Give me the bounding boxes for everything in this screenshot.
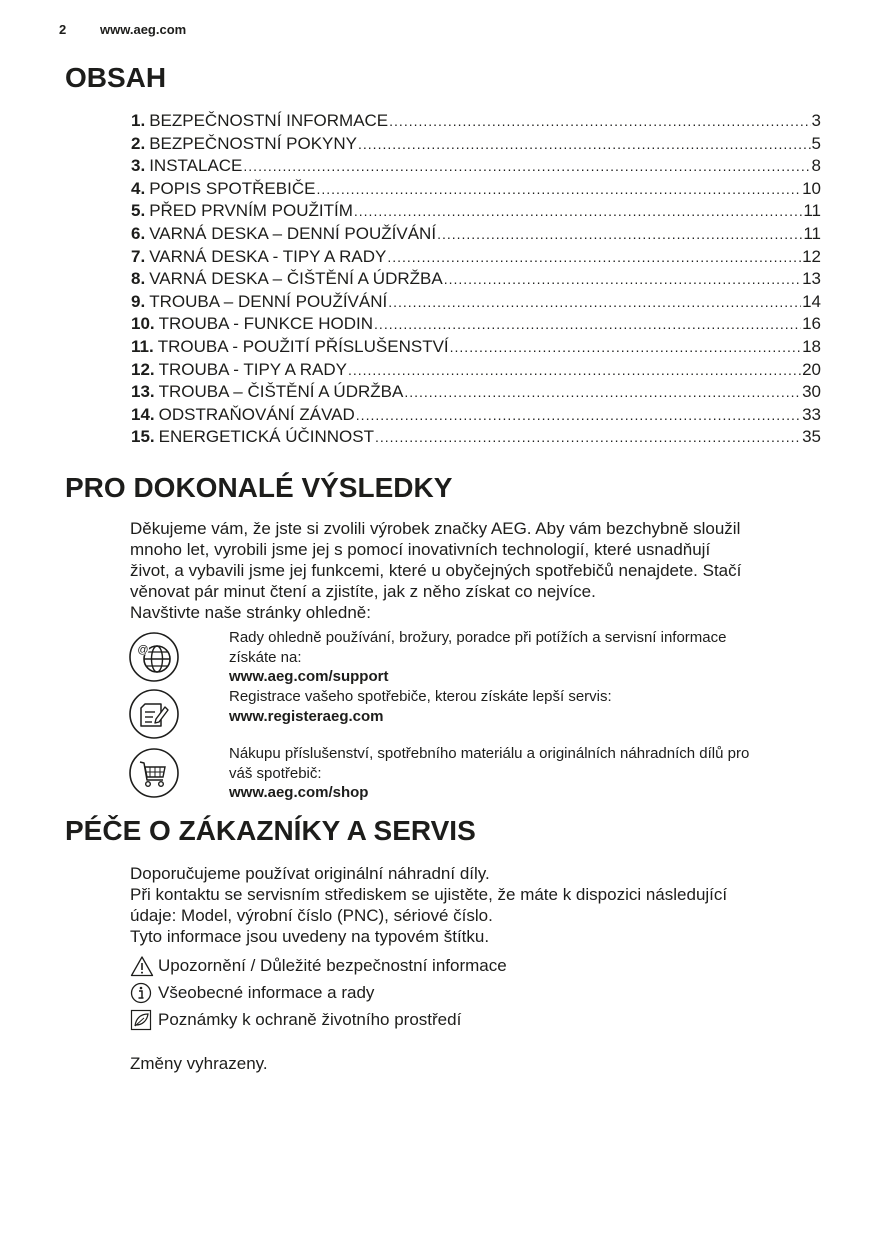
toc-entry-page: 30 [802,382,821,402]
toc-entry[interactable] [131,382,821,405]
toc-entry[interactable] [131,405,821,428]
legend-label: Poznámky k ochraně životního prostředí [158,1009,462,1029]
toc-entry-page: 11 [803,201,821,221]
toc-entry-label: VARNÁ DESKA - TIPY A RADY [149,246,387,266]
toc-entry-label: BEZPEČNOSTNÍ POKYNY [149,133,358,153]
toc-entry-page: 10 [802,178,821,198]
toc-leader-dots [388,294,801,310]
toc-entry[interactable] [131,224,821,247]
page-header [59,22,186,37]
toc-entry[interactable] [131,179,821,202]
link-description: Rady ohledně používání, brožury, poradce při potížích a servisní informace [229,629,727,646]
toc-entry-number: 2. [131,133,146,153]
toc-entry-label: TROUBA – ČIŠTĚNÍ A ÚDRŽBA [158,382,404,402]
toc-entry-label: VARNÁ DESKA – ČIŠTĚNÍ A ÚDRŽBA [149,269,443,289]
toc-entry-number: 9. [131,291,146,311]
toc-entry[interactable] [131,337,821,360]
toc-entry-label: VARNÁ DESKA – DENNÍ POUŽÍVÁNÍ [149,223,437,243]
toc-entry[interactable] [131,292,821,315]
service-line: Doporučujeme používat originální náhradní díly. [130,864,490,883]
toc-entry-label: TROUBA – DENNÍ POUŽÍVÁNÍ [149,291,388,311]
toc-entry-number: 7. [131,246,146,266]
toc-entry[interactable] [131,314,821,337]
toc-entry-page: 14 [802,291,821,311]
intro-line: věnovat pár minut čtení a zjistíte, jak z něho získat co nejvíce. [130,582,596,601]
toc-entry-number: 6. [131,223,146,243]
site-url[interactable]: www.aeg.com [100,22,187,37]
toc-entry-label: INSTALACE [149,156,243,176]
toc-entry-label: BEZPEČNOSTNÍ INFORMACE [149,111,389,130]
toc-entry-number: 11. [131,336,154,356]
toc-title: OBSAH [65,62,167,93]
toc-entry-number: 4. [131,178,146,198]
toc-leader-dots [356,407,801,423]
legend-item [130,979,507,1006]
legend-item [130,952,507,979]
intro-line: život, a vybavili jsme jej funkcemi, které u obyčejných spotřebičů nenajdete. Stačí [130,561,742,580]
toc-entry-page: 18 [802,336,821,356]
toc-entry-label: ODSTRAŇOVÁNÍ ZÁVAD [158,404,355,424]
service-line: Při kontaktu se servisním střediskem se ujistěte, že máte k dispozici následující [130,885,728,904]
toc-entry[interactable] [131,269,821,292]
toc-entry[interactable] [131,134,821,157]
toc-entry-page: 5 [811,133,821,153]
toc-leader-dots [374,316,801,332]
toc-entry-page: 20 [802,359,821,379]
toc-leader-dots [387,249,801,265]
toc-entry-label: ENERGETICKÁ ÚČINNOST [158,427,374,447]
toc-entry-number: 8. [131,269,146,289]
results-intro [130,518,830,623]
toc-entry-page: 11 [803,223,821,243]
link-description: váš spotřebič: [229,764,322,782]
legend-label: Upozornění / Důležité bezpečnostní informace [158,955,507,975]
support-url-link[interactable]: www.aeg.com/support [229,668,389,685]
toc-entry-page: 3 [811,111,821,130]
link-description: získáte na: [229,648,302,666]
environment-leaf-icon [130,1009,154,1031]
toc-leader-dots [437,226,802,242]
toc-entry[interactable] [131,156,821,179]
toc-entry-number: 13. [131,382,155,402]
toc-entry-number: 12. [131,359,155,379]
toc-entry-page: 33 [802,404,821,424]
link-description: Registrace vašeho spotřebiče, kterou získáte lepší servis: [229,688,612,705]
toc-leader-dots [404,384,801,400]
legend-label: Všeobecné informace a rady [158,982,375,1002]
toc-entry-label: PŘED PRVNÍM POUŽITÍM [149,201,353,221]
toc-entry-page: 35 [802,427,821,447]
toc-leader-dots [389,113,810,129]
legend-item [130,1006,507,1033]
intro-line: mnoho let, vyrobili jsme jej s pomocí inovativních technologií, které usnadňují [130,540,711,559]
info-circle-icon [130,982,154,1004]
toc-leader-dots [444,271,801,287]
page-number: 2 [59,22,67,37]
service-line: údaje: Model, výrobní číslo (PNC), sériové číslo. [130,906,493,925]
toc-leader-dots [243,158,810,174]
toc-entry-label: TROUBA - FUNKCE HODIN [158,314,374,334]
toc-entry-label: TROUBA - TIPY A RADY [158,359,347,379]
toc-entry-number: 15. [131,427,155,447]
globe-at-icon [128,631,180,683]
results-title: PRO DOKONALÉ VÝSLEDKY [65,472,453,503]
toc-entry-page: 12 [802,246,821,266]
toc-leader-dots [354,203,802,219]
toc-leader-dots [316,181,801,197]
toc-entry-number: 14. [131,404,155,424]
intro-line: Děkujeme vám, že jste si zvolili výrobek značky AEG. Aby vám bezchybně sloužil [130,519,741,538]
toc-entry-page: 8 [811,156,821,176]
toc-entry-number: 5. [131,201,146,221]
warning-triangle-icon [130,955,154,977]
toc-entry[interactable] [131,111,821,134]
toc-entry-page: 13 [802,269,821,289]
intro-line: Navštivte naše stránky ohledně: [130,603,371,622]
changes-reserved-note: Změny vyhrazeny. [130,1054,268,1073]
link-description: Nákupu příslušenství, spotřebního materiálu a originálních náhradních dílů pro [229,745,750,762]
toc-entry-label: TROUBA - POUŽITÍ PŘÍSLUŠENSTVÍ [157,336,449,356]
toc-entry[interactable] [131,201,821,224]
toc-entry-number: 3. [131,156,146,176]
toc-leader-dots [450,339,801,355]
toc-entry-label: POPIS SPOTŘEBIČE [149,178,316,198]
table-of-contents [131,111,821,450]
service-intro [130,863,830,947]
symbol-legend [130,952,507,1033]
toc-leader-dots [358,136,811,152]
toc-entry[interactable] [131,247,821,270]
toc-entry-page: 16 [802,314,821,334]
register-url-link[interactable]: www.registeraeg.com [229,707,384,725]
toc-leader-dots [375,429,801,445]
toc-entry-number: 10. [131,314,155,334]
toc-entry[interactable] [131,427,821,450]
shop-url-link[interactable]: www.aeg.com/shop [229,784,369,801]
toc-leader-dots [348,362,801,378]
register-note-icon [128,688,180,740]
svg-text:@: @ [137,644,149,656]
toc-entry[interactable] [131,360,821,383]
service-title: PÉČE O ZÁKAZNÍKY A SERVIS [65,815,476,846]
toc-entry-number: 1. [131,111,146,130]
service-line: Tyto informace jsou uvedeny na typovém štítku. [130,927,490,946]
shopping-cart-icon [128,747,180,799]
